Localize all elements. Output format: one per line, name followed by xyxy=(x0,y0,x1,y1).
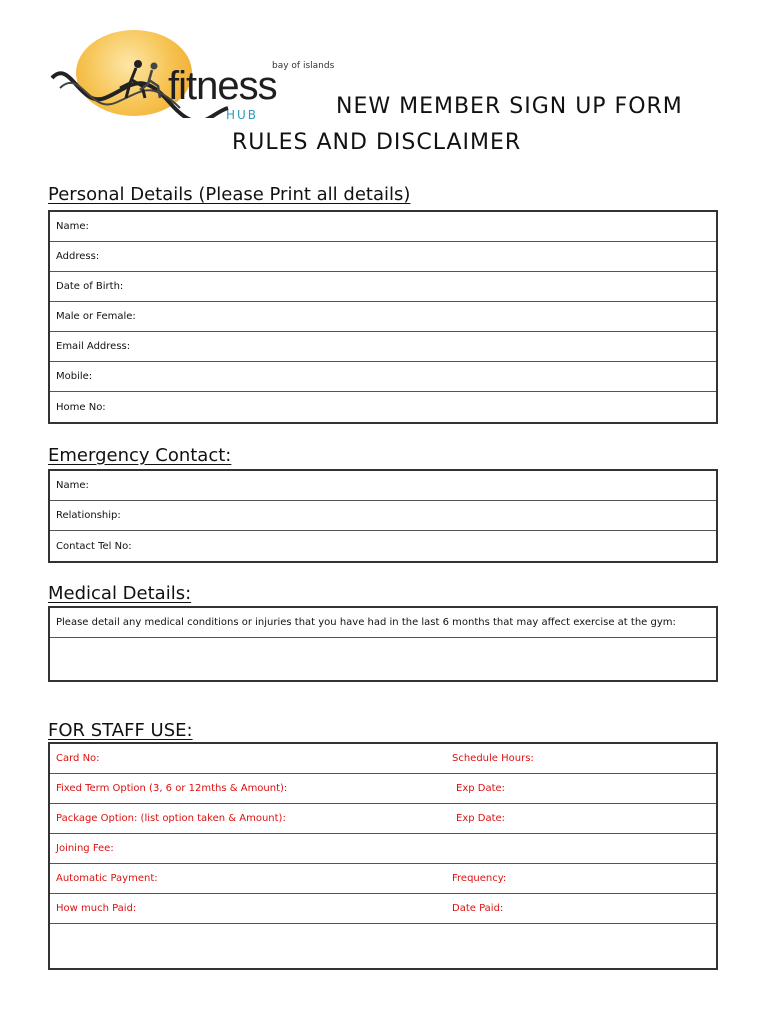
medical-prompt-row xyxy=(50,608,716,638)
field-label: Relationship: xyxy=(56,510,121,521)
staff-notes-field[interactable] xyxy=(50,924,716,968)
exp-date-label: Exp Date: xyxy=(456,813,506,824)
logo-tagline: bay of islands xyxy=(272,61,335,71)
emergency-phone-field[interactable] xyxy=(50,531,716,561)
personal-home-field[interactable] xyxy=(50,392,716,422)
joining-fee-label: Joining Fee: xyxy=(56,843,114,854)
field-label: Contact Tel No: xyxy=(56,540,132,552)
personal-name-field[interactable] xyxy=(50,212,716,242)
logo-hub: HUB xyxy=(226,108,259,122)
field-label: Name: xyxy=(56,480,89,491)
emergency-contact-heading: Emergency Contact: xyxy=(48,445,232,466)
emergency-name-field[interactable] xyxy=(50,471,716,501)
medical-prompt: Please detail any medical conditions or injuries that you have had in the last 6 months that may affect exercise at the gym: xyxy=(56,617,676,628)
field-label: Date of Birth: xyxy=(56,281,124,292)
personal-details-heading: Personal Details (Please Print all details) xyxy=(48,184,411,205)
personal-address-field[interactable] xyxy=(50,242,716,272)
package-option-label: Package Option: (list option taken & Amount): xyxy=(56,813,286,824)
personal-mobile-field[interactable] xyxy=(50,362,716,392)
emergency-contact-box xyxy=(48,469,718,563)
how-much-paid-label: How much Paid: xyxy=(56,903,137,914)
schedule-hours-label: Schedule Hours: xyxy=(452,753,534,764)
staff-joining-fee-row[interactable] xyxy=(50,834,716,864)
staff-card-row[interactable] xyxy=(50,744,716,774)
card-no-label: Card No: xyxy=(56,753,100,764)
frequency-label: Frequency: xyxy=(452,873,507,884)
personal-details-box xyxy=(48,210,718,424)
field-label: Mobile: xyxy=(56,371,93,382)
medical-details-box xyxy=(48,606,718,682)
medical-answer-field[interactable] xyxy=(50,638,716,680)
staff-package-row[interactable] xyxy=(50,804,716,834)
field-label: Home No: xyxy=(56,401,106,413)
field-label: Male or Female: xyxy=(56,311,136,322)
staff-fixed-term-row[interactable] xyxy=(50,774,716,804)
field-label: Name: xyxy=(56,221,89,232)
staff-automatic-payment-row[interactable] xyxy=(50,864,716,894)
automatic-payment-label: Automatic Payment: xyxy=(56,873,158,884)
form-subtitle: RULES AND DISCLAIMER xyxy=(232,130,522,155)
logo-brand: fitness xyxy=(168,64,277,108)
personal-email-field[interactable] xyxy=(50,332,716,362)
exp-date-label: Exp Date: xyxy=(456,783,506,794)
fitness-hub-logo xyxy=(50,28,340,122)
form-title: NEW MEMBER SIGN UP FORM xyxy=(336,94,683,119)
staff-paid-row[interactable] xyxy=(50,894,716,924)
personal-gender-field[interactable] xyxy=(50,302,716,332)
date-paid-label: Date Paid: xyxy=(452,903,504,914)
staff-use-heading: FOR STAFF USE: xyxy=(48,720,193,741)
fixed-term-label: Fixed Term Option (3, 6 or 12mths & Amount): xyxy=(56,783,288,794)
personal-dob-field[interactable] xyxy=(50,272,716,302)
field-label: Address: xyxy=(56,251,100,262)
medical-details-heading: Medical Details: xyxy=(48,583,192,604)
field-label: Email Address: xyxy=(56,341,131,352)
staff-use-box xyxy=(48,742,718,970)
emergency-relationship-field[interactable] xyxy=(50,501,716,531)
